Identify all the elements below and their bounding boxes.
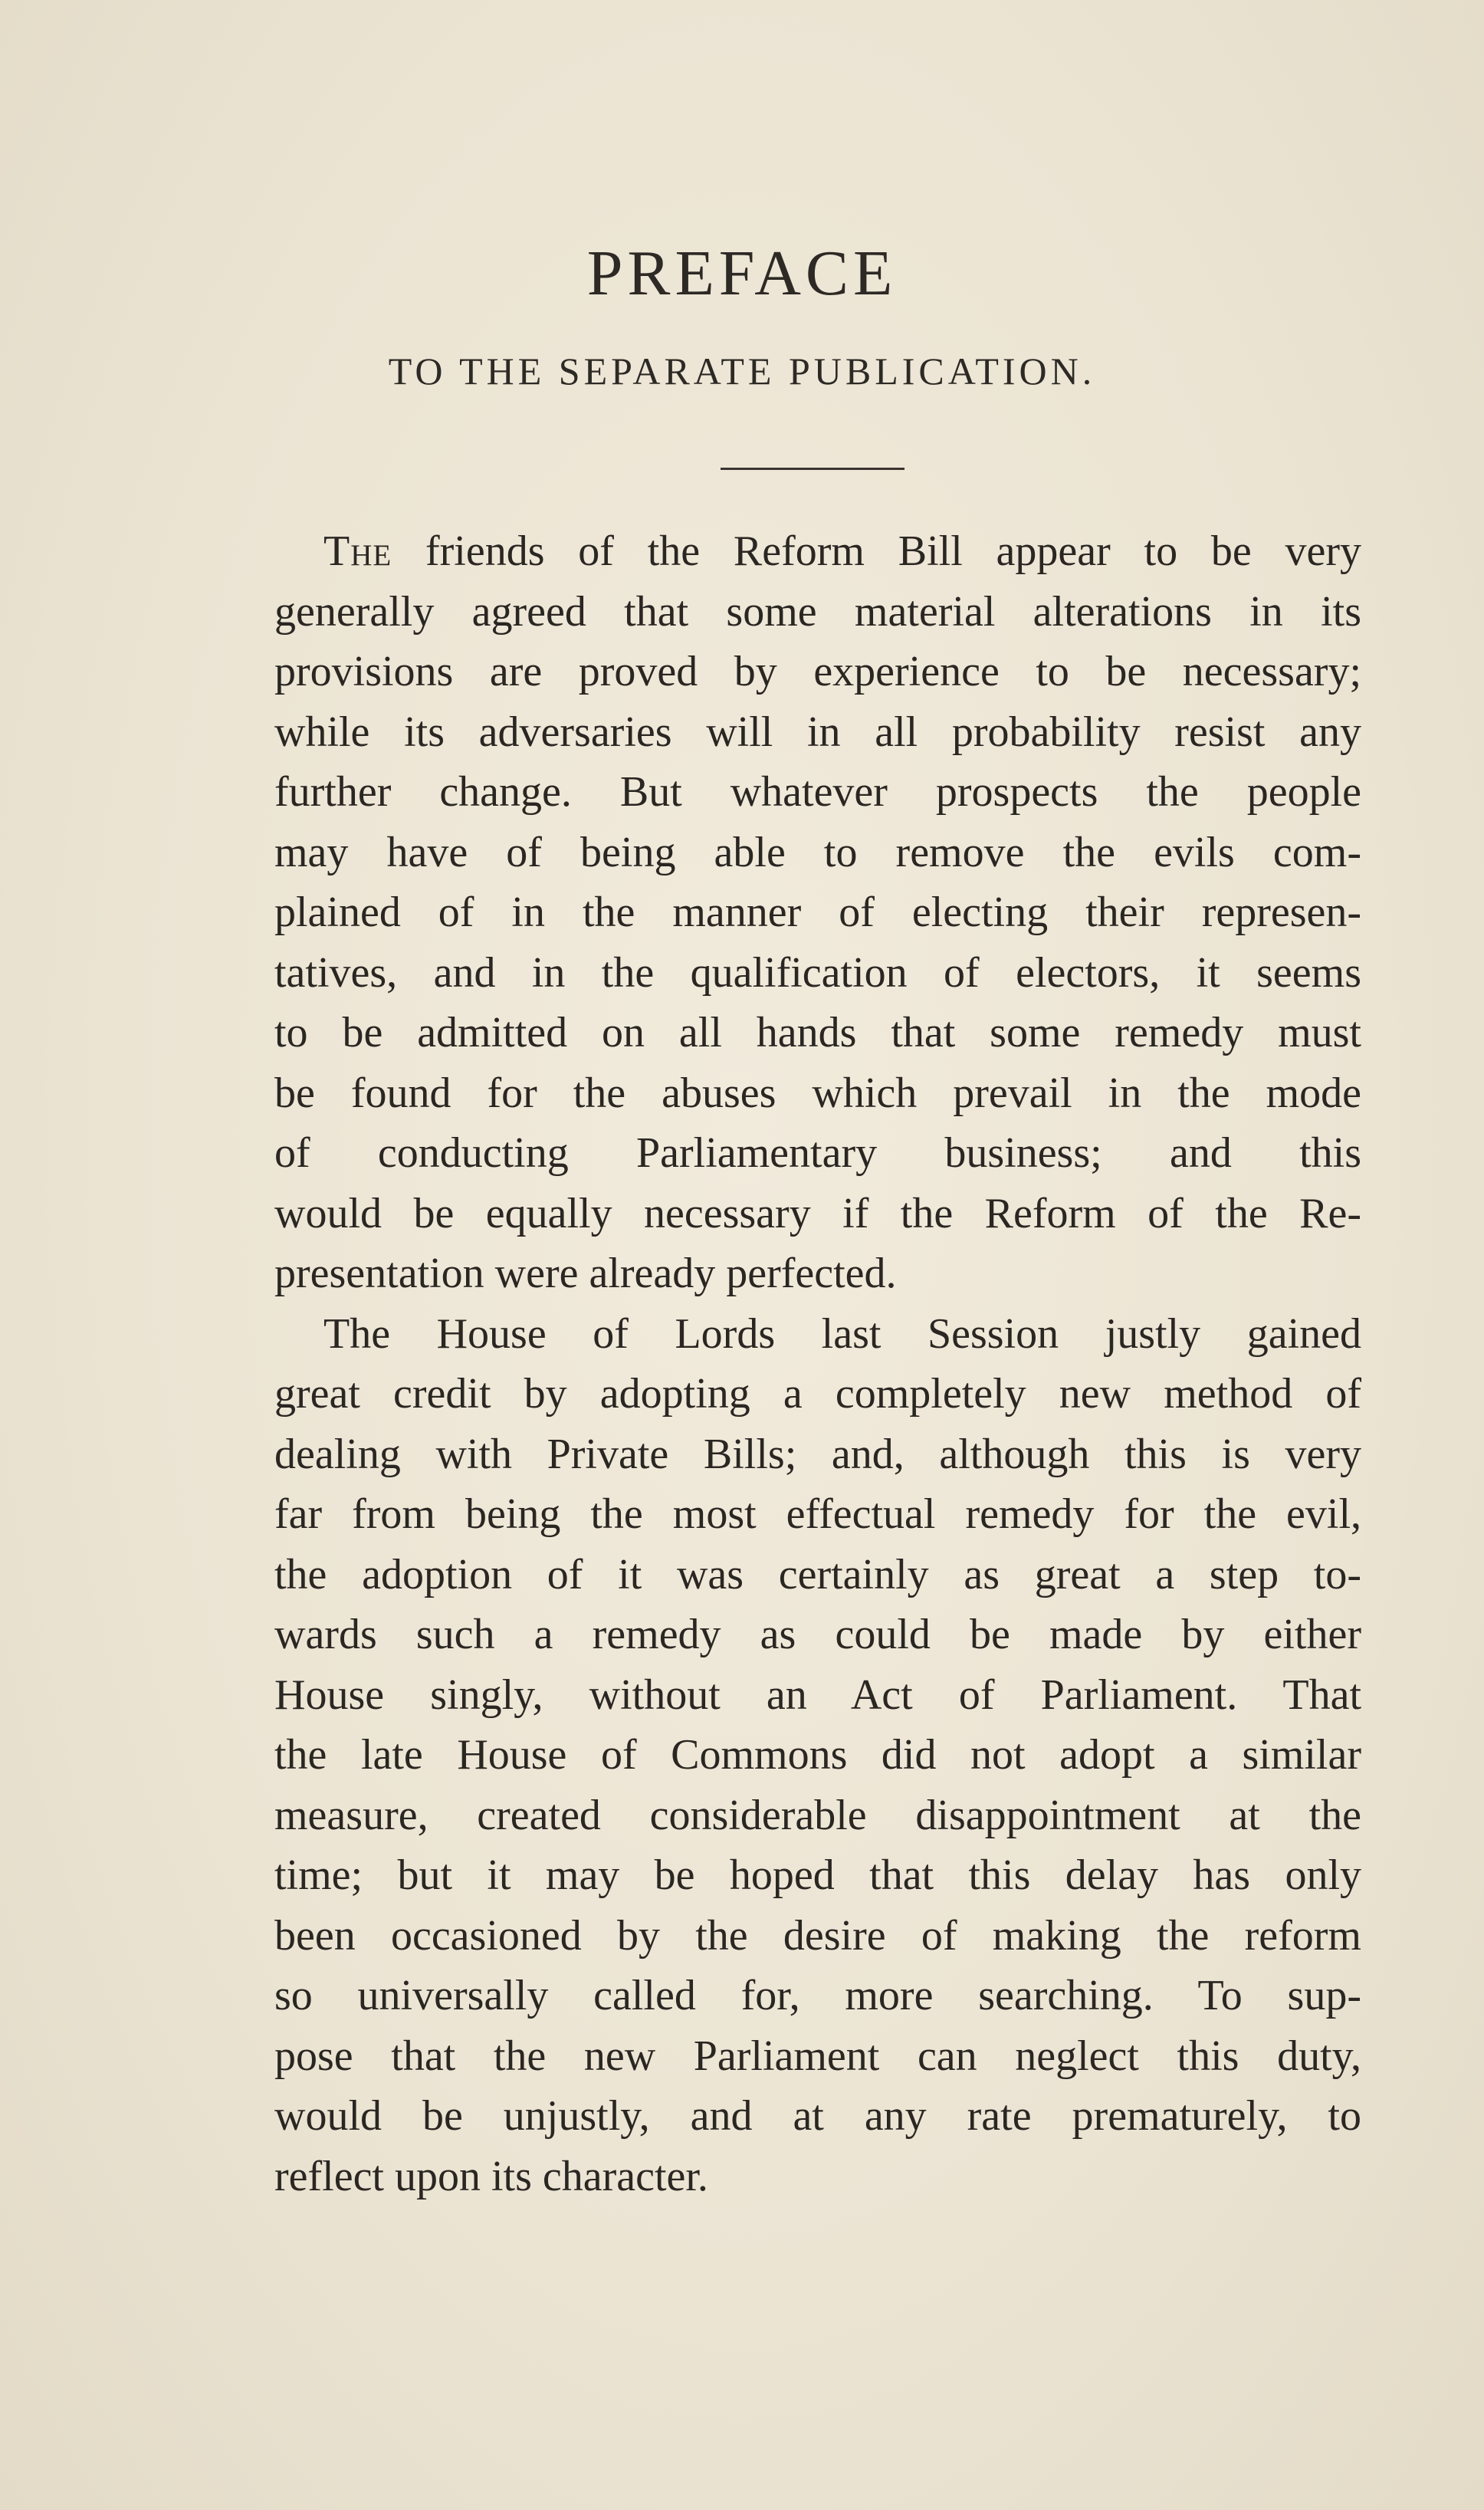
text-line: pose that the new Parliament can neglect this duty, bbox=[274, 2032, 1361, 2080]
text-line: reflect upon its character. bbox=[274, 2152, 708, 2200]
first-word: The bbox=[323, 527, 392, 575]
text-line: so universally called for, more searching. To sup- bbox=[274, 1972, 1361, 2019]
text-line: the adoption of it was certainly as great a step to- bbox=[274, 1550, 1361, 1598]
text-line: far from being the most effectual remedy for the evil, bbox=[274, 1490, 1361, 1538]
text-line: provisions are proved by experience to be necessary; bbox=[274, 648, 1361, 695]
preface-text bbox=[274, 521, 1361, 2206]
text-line: time; but it may be hoped that this delay has only bbox=[274, 1851, 1361, 1899]
text-line: presentation were already perfected. bbox=[274, 1250, 897, 1297]
text-line: would be unjustly, and at any rate prematurely, to bbox=[274, 2092, 1361, 2140]
text-line: further change. But whatever prospects the people bbox=[274, 768, 1361, 816]
text-line: measure, created considerable disappointment at the bbox=[274, 1791, 1361, 1839]
text-line: the late House of Commons did not adopt a similar bbox=[274, 1731, 1361, 1779]
text-line: of conducting Parliamentary business; and this bbox=[274, 1129, 1361, 1177]
text-line: to be admitted on all hands that some remedy must bbox=[274, 1009, 1361, 1056]
text-line: be found for the abuses which prevail in the mode bbox=[274, 1069, 1361, 1117]
text-line: House singly, without an Act of Parliament. That bbox=[274, 1671, 1361, 1719]
text-line: dealing with Private Bills; and, although this is very bbox=[274, 1430, 1361, 1478]
page-subtitle: TO THE SEPARATE PUBLICATION. bbox=[388, 350, 1096, 393]
text-line: generally agreed that some material alterations in its bbox=[274, 587, 1361, 636]
text-line: while its adversaries will in all probability resist any bbox=[274, 708, 1361, 756]
text-line: wards such a remedy as could be made by either bbox=[274, 1611, 1361, 1658]
text-line: The friends of the Reform Bill appear to be very bbox=[323, 527, 1361, 575]
text-line: plained of in the manner of electing their represen- bbox=[274, 889, 1361, 936]
page-title: PREFACE bbox=[586, 238, 898, 309]
text-line: The House of Lords last Session justly gained bbox=[323, 1309, 1361, 1358]
text-line: may have of being able to remove the evils com- bbox=[274, 828, 1361, 876]
text-line: been occasioned by the desire of making the reform bbox=[274, 1911, 1361, 1960]
text-line: tatives, and in the qualification of electors, it seems bbox=[274, 948, 1361, 997]
title-divider bbox=[721, 468, 905, 470]
text-line: great credit by adopting a completely new method of bbox=[274, 1370, 1361, 1418]
text-line: would be equally necessary if the Reform of the Re- bbox=[274, 1189, 1361, 1237]
